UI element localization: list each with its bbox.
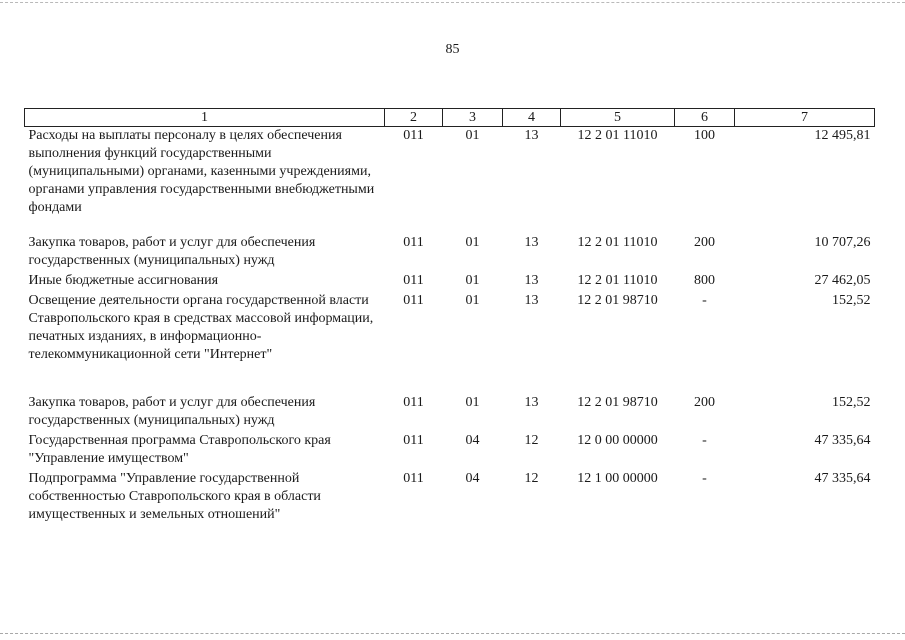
row-expense-type: - <box>702 293 707 308</box>
row-subsection-code: 12 <box>524 471 539 486</box>
row-section-code: 01 <box>465 128 480 143</box>
row-name: Закупка товаров, работ и услуг для обеспечения государственных (муниципальных) нужд <box>28 235 316 268</box>
row-target-code: 12 1 00 00000 <box>577 471 658 486</box>
row-name: Иные бюджетные ассигнования <box>28 273 219 288</box>
row-target-code: 12 2 01 98710 <box>577 395 658 410</box>
table-row <box>25 127 875 235</box>
header-col-4: 4 <box>503 109 561 127</box>
row-name: Подпрограмма "Управление государственной собственностью Ставропольского края в области имущественных и земельных отношений" <box>28 471 321 522</box>
table-row <box>25 470 875 524</box>
row-target-code: 12 2 01 11010 <box>577 273 658 288</box>
table-row <box>25 432 875 470</box>
row-subsection-code: 13 <box>524 128 539 143</box>
budget-table <box>24 108 875 524</box>
row-subsection-code: 13 <box>524 235 539 250</box>
header-col-7: 7 <box>735 109 875 127</box>
row-amount: 12 495,81 <box>814 128 871 143</box>
row-section-code: 01 <box>465 293 480 308</box>
row-section-code: 04 <box>465 471 480 486</box>
row-section-code: 04 <box>465 433 480 448</box>
table-header <box>25 109 875 127</box>
page-number: 85 <box>445 42 460 57</box>
row-subsection-code: 12 <box>524 433 539 448</box>
row-section-code: 01 <box>465 273 480 288</box>
row-ministry-code: 011 <box>403 128 424 143</box>
row-target-code: 12 2 01 11010 <box>577 128 658 143</box>
table-body <box>25 127 875 525</box>
row-ministry-code: 011 <box>403 433 424 448</box>
row-ministry-code: 011 <box>403 293 424 308</box>
header-col-6: 6 <box>675 109 735 127</box>
table-row <box>25 272 875 292</box>
row-ministry-code: 011 <box>403 395 424 410</box>
header-col-1: 1 <box>25 109 385 127</box>
row-amount: 47 335,64 <box>814 433 871 448</box>
row-subsection-code: 13 <box>524 273 539 288</box>
header-col-3: 3 <box>443 109 503 127</box>
row-amount: 27 462,05 <box>814 273 871 288</box>
row-expense-type: 800 <box>694 273 715 288</box>
row-expense-type: 200 <box>694 235 715 250</box>
table-row <box>25 292 875 394</box>
table-row <box>25 394 875 432</box>
row-amount: 10 707,26 <box>814 235 871 250</box>
row-name: Государственная программа Ставропольского края "Управление имуществом" <box>28 433 331 466</box>
row-amount: 47 335,64 <box>814 471 871 486</box>
row-target-code: 12 2 01 11010 <box>577 235 658 250</box>
row-expense-type: 100 <box>694 128 715 143</box>
row-amount: 152,52 <box>832 395 871 410</box>
scan-edge-top <box>0 2 905 3</box>
header-col-2: 2 <box>385 109 443 127</box>
row-ministry-code: 011 <box>403 235 424 250</box>
row-expense-type: 200 <box>694 395 715 410</box>
row-expense-type: - <box>702 433 707 448</box>
row-section-code: 01 <box>465 395 480 410</box>
row-section-code: 01 <box>465 235 480 250</box>
row-amount: 152,52 <box>832 293 871 308</box>
row-subsection-code: 13 <box>524 395 539 410</box>
header-row <box>25 109 875 127</box>
row-subsection-code: 13 <box>524 293 539 308</box>
row-ministry-code: 011 <box>403 471 424 486</box>
row-name: Закупка товаров, работ и услуг для обеспечения государственных (муниципальных) нужд <box>28 395 316 428</box>
row-expense-type: - <box>702 471 707 486</box>
header-col-5: 5 <box>561 109 675 127</box>
row-target-code: 12 2 01 98710 <box>577 293 658 308</box>
table-row <box>25 234 875 272</box>
row-ministry-code: 011 <box>403 273 424 288</box>
scan-edge-bottom <box>0 633 905 634</box>
row-target-code: 12 0 00 00000 <box>577 433 658 448</box>
row-name: Освещение деятельности органа государственной власти Ставропольского края в средствах массовой информации, печатных изданиях, в информационно-телекоммуникационной сети "Интернет" <box>28 293 374 362</box>
row-name: Расходы на выплаты персоналу в целях обеспечения выполнения функций государственными (муниципальными) органами, казенными учреждениями, органами управления государственными внебюджетными фондами <box>28 128 375 215</box>
